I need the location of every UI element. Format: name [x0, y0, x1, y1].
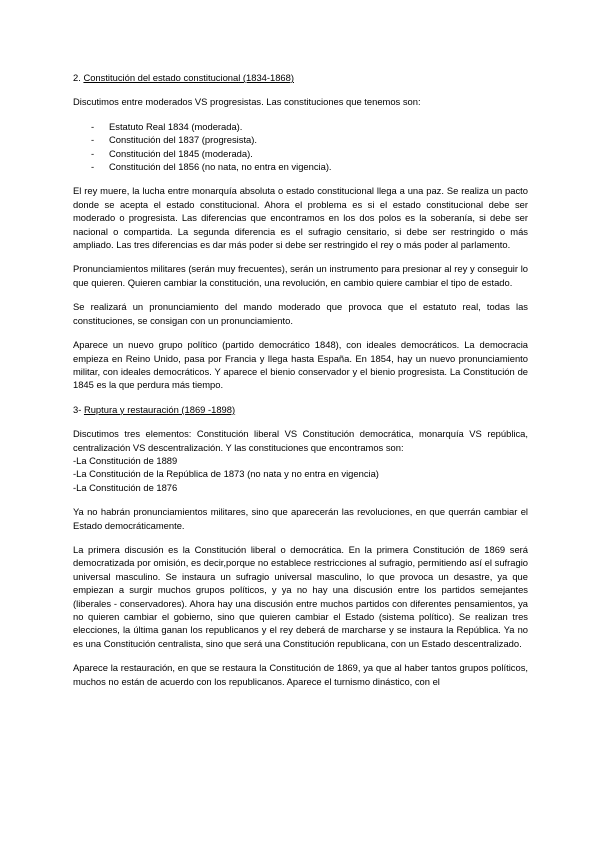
- list-item: -La Constitución de la República de 1873 (no nata y no entra en vigencia): [73, 468, 379, 480]
- paragraph: La primera discusión es la Constitución liberal o democrática. En la primera Constitución de 1869 será democratizada por omisión, es decir,porque no establece restricciones al sufragio, permitiendo así el sufragio universal masculino. Se instaura un sufragio universal masculino, lo que provoca un desastre, ya que empiezan a surgir muchos grupos políticos, y ya no hay una discusión entre los partidos semejantes (liberales - conservadores). Ahora hay una discusión entre muchos partidos con diferentes pensamientos, ya no quieren cambiar el gobierno, sino que quieren cambiar el Estado (sistema político). Se realizan tres elecciones, la última ganan los republicanos y el rey deberá de marcharse y se instaura la República. Ya no es una Constitución centralista, sino que será una Constitución republicana, con un Estado descentralizado.: [73, 543, 528, 649]
- section-2-title: Constitución del estado constitucional (1834-1868): [83, 72, 294, 83]
- section-3-number: 3-: [73, 403, 82, 415]
- section-3-heading: [73, 403, 528, 416]
- section-2-heading: [73, 71, 528, 84]
- paragraph: Aparece un nuevo grupo político (partido democrático 1848), con ideales democráticos. La democracia empieza en Reino Unido, pasa por Francia y llega hasta España. En 1854, hay un nuevo pronunciamiento militar, con ideales democráticos. Y aparece el bienio conservador y el bienio progresista. La Constitución de 1845 es la que perdura más tiempo.: [73, 339, 528, 391]
- paragraph: Se realizará un pronunciamiento del mando moderado que provoca que el estatuto real, todas las constituciones, se consigan con un pronunciamiento.: [73, 301, 528, 326]
- section-3-constitution-list: [73, 454, 528, 494]
- list-item: - Constitución del 1845 (moderada).: [91, 147, 253, 159]
- dash-bullet: -: [91, 120, 95, 132]
- list-item: -La Constitución de 1889: [73, 454, 178, 466]
- dash-bullet: -: [91, 134, 95, 146]
- paragraph: El rey muere, la lucha entre monarquía absoluta o estado constitucional llega a una paz. Se realiza un pacto donde se acepta el estado constitucional. Ahora el problema es si el estado constitucional debe ser moderado o progresista. Las diferencias que encontramos en los dos polos es la soberanía, si debe ser nacional o compartida. La segunda diferencia es el sufragio censitario, si debe ser restringido o más ampliado. Las tres diferencias es dar más poder si debe ser restringido el rey o más poder al parlamento.: [73, 185, 528, 251]
- paragraph: Ya no habrán pronunciamientos militares, sino que aparecerán las revoluciones, en que querrán cambiar el Estado democráticamente.: [73, 506, 528, 531]
- section-2-intro: Discutimos entre moderados VS progresistas. Las constituciones que tenemos son:: [73, 96, 421, 108]
- list-item: - Constitución del 1856 (no nata, no entra en vigencia).: [91, 161, 332, 173]
- dash-bullet: -: [91, 161, 95, 173]
- list-item: -La Constitución de 1876: [73, 481, 178, 493]
- section-2-constitution-list: [73, 120, 528, 174]
- paragraph: Pronunciamientos militares (serán muy frecuentes), serán un instrumento para presionar al rey y conseguir lo que quieren. Quieren cambiar la constitución, una revolución, en cambio quiere cambiar el tipo de estado.: [73, 263, 528, 288]
- list-item: - Constitución del 1837 (progresista).: [91, 134, 257, 146]
- section-3-title: Ruptura y restauración (1869 -1898): [83, 403, 236, 415]
- dash-bullet: -: [91, 147, 95, 159]
- section-2-number: 2.: [73, 72, 81, 83]
- section-3-intro: Discutimos tres elementos: Constitución liberal VS Constitución democrática, monarquía VS república, centralización VS descentralización. Y las constituciones que encontramos son:: [73, 428, 528, 453]
- list-item: - Estatuto Real 1834 (moderada).: [91, 120, 243, 132]
- paragraph: Aparece la restauración, en que se restaura la Constitución de 1869, ya que al haber tantos grupos políticos, muchos no están de acuerdo con los republicanos. Aparece el turnismo dinástico, con el: [73, 662, 528, 687]
